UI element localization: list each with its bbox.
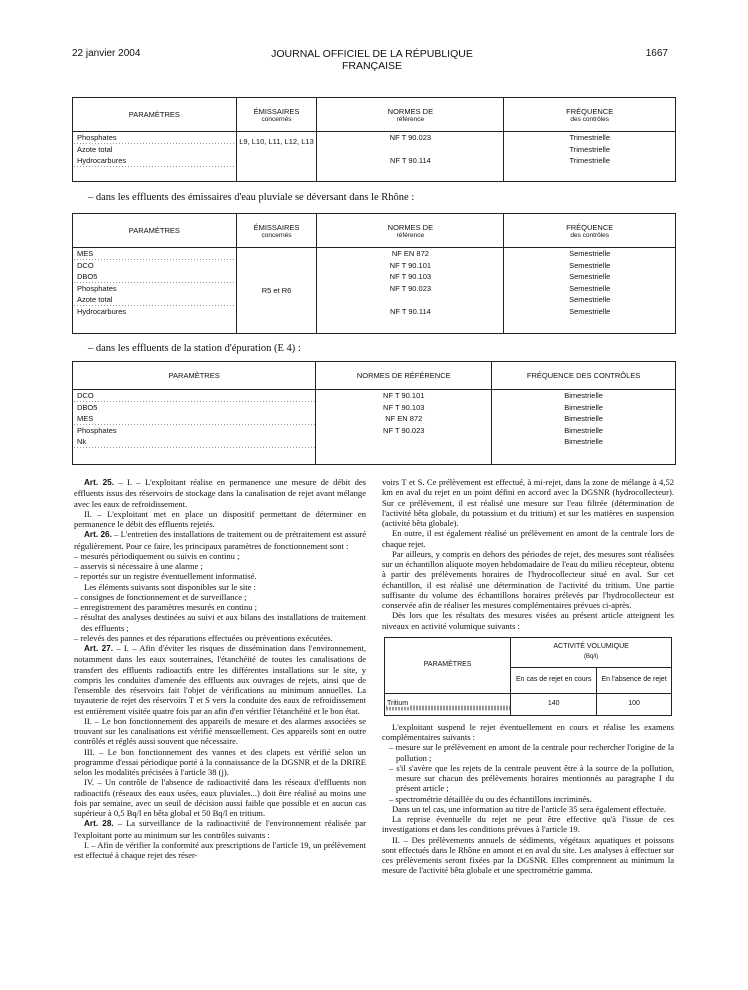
normes-list (317, 132, 504, 182)
col-header-rejet-en-cours: En cas de rejet en cours (511, 667, 597, 693)
list-item: Semestrielle (569, 272, 611, 281)
col-header-absence-rejet: En l'absence de rejet (597, 667, 672, 693)
list-item: NF EN 872 (391, 249, 429, 258)
list-item: Phosphates (73, 132, 236, 144)
header-title: JOURNAL OFFICIEL DE LA RÉPUBLIQUE FRANÇAISE (271, 48, 473, 72)
list-item: Azote total (73, 144, 236, 156)
paragraph: I. – Afin de vérifier la conformité aux prescriptions de l'article 19, un prélèvement est effectué à chaque rejet des réser- (74, 839, 366, 860)
list-item: NF T 90.101 (383, 391, 425, 400)
page-number: 1667 (645, 48, 668, 59)
list-item: NF T 90.114 (389, 156, 431, 165)
frequence-list (504, 248, 676, 334)
list-item: MES (73, 248, 236, 260)
table-cell: 100 (597, 693, 672, 715)
list-item: – mesurés périodiquement ou suivis en continu ; (74, 550, 240, 561)
list-item: NF EN 872 (385, 414, 423, 423)
list-item: Semestrielle (569, 249, 611, 258)
list-item: Semestrielle (569, 260, 611, 270)
frequence-list (504, 132, 676, 182)
param-list (73, 390, 316, 465)
activite-volumique-table (384, 637, 672, 716)
list-item: Semestrielle (569, 295, 611, 304)
page-header (72, 48, 668, 72)
list-item: – spectrométrie détaillée du ou des échantillons incriminés. (389, 793, 592, 804)
row-label: Tritium (385, 693, 511, 715)
list-item: NF T 90.101 (389, 260, 432, 270)
list-item: – consignes de fonctionnement et de surveillance ; (74, 591, 247, 602)
paragraph: Les éléments suivants sont disponibles sur le site : (84, 581, 256, 592)
paragraph: II. – Des prélèvements annuels de sédiments, végétaux aquatiques et poissons sont effectués dans le Rhône en amont et en aval du site. Les analyses à effectuer sur ces prélèvements seront fixées par la DGSNR. Elles comprennent au minimum la mesure de l'activité bêta globale et une spectrométrie gamma. (382, 834, 674, 876)
col-header-activite: ACTIVITÉ VOLUMIQUE (Bq/l) (511, 637, 672, 667)
list-item: Phosphates (73, 283, 236, 295)
list-item: NF T 90.114 (389, 306, 431, 316)
paragraph: IV. – Un contrôle de l'absence de radioactivité dans les réseaux d'effluents non radioactifs (réseaux des eaux usées, eaux pluviales...) doit être réalisé au moins une fois par semaine, avec un seuil de décision aussi faible que possible et en aucun cas supérieur à 0,5 Bq/l en bêta global et 50 Bq/l en tritium. (74, 777, 366, 818)
list-item: Trimestrielle (569, 144, 610, 154)
col-header-emissaires: ÉMISSAIRES concernés (236, 214, 317, 248)
col-header-frequence: FRÉQUENCE des contrôles (504, 98, 676, 132)
normes-list (316, 390, 492, 465)
normes-list (317, 248, 504, 334)
section-note: – dans les effluents de la station d'épuration (E 4) : (88, 343, 301, 354)
list-item: DCO (73, 260, 236, 272)
list-item: – s'il s'avère que les rejets de la centrale peuvent être à la source de la pollution, mesure sur chacun des prélèvements horaires mentionnés au paragraphe I du présent article ; (389, 762, 674, 794)
paragraph: Par ailleurs, y compris en dehors des périodes de rejet, des mesures sont réalisées sur un échantillon aliquote moyen hebdomadaire de l'eau du milieu récepteur, obtenu à partir des prélèvements horaires de l'hydrocollecteur situé en aval. Sur cet échantillon, il est réalisé une détermination de l'activité du tritium. Une partie suffisante du volume des échantillons horaires prélevés par l'hydrocollecteur est conservée afin de réaliser les mesures complémentaires prévues ci-après. (382, 548, 674, 610)
col-header-frequence: FRÉQUENCE des contrôles (504, 214, 676, 248)
list-item: NF T 90.023 (389, 133, 432, 142)
list-item: NF T 90.103 (389, 272, 432, 281)
col-header-frequence: FRÉQUENCE DES CONTRÔLES (492, 362, 676, 390)
list-item: Trimestrielle (569, 156, 610, 165)
paragraph: voirs T et S. Ce prélèvement est effectué, à mi-rejet, dans la zone de mélange à 4,52 km en aval du rejet en un point défini en accord avec la DGSNR (hydrocollecteur). Sur ce prélèvement, il est réalisé une mesure sur l'eau filtrée (détermination de l'activité bêta globale, du potassium et du tritium) et sur les matières en suspension (activité bêta globale). (382, 477, 674, 528)
header-date: 22 janvier 2004 (72, 48, 141, 59)
paragraph: II. – Le bon fonctionnement des appareils de mesure et des alarmes associées se trouvant sur les canalisations est vérifié mensuellement. Ces appareils sont en outre contrôlés et réglés aussi souvent que nécessaire. (74, 715, 366, 747)
frequence-list (492, 390, 676, 465)
article-label: Art. 25. (84, 478, 114, 487)
col-header-normes: NORMES DE référence (317, 214, 504, 248)
table-station-epuration (72, 361, 676, 465)
table-emissaires-r (72, 213, 676, 334)
table-cell: 140 (511, 693, 597, 715)
list-item: Phosphates (73, 425, 315, 437)
paragraph: Art. 28. – La surveillance de la radioactivité de l'environnement réalisée par l'exploitant porte au minimum sur les contrôles suivants : (74, 818, 366, 840)
paragraph: Dans un tel cas, une information au titre de l'article 35 sera également effectuée. (392, 803, 667, 814)
list-item: MES (73, 413, 315, 425)
text-column-left (74, 477, 366, 860)
list-item: Bimestrielle (564, 425, 603, 435)
paragraph: La reprise éventuelle du rejet ne peut être effective qu'à l'issue de ces investigations et dans les conditions prévues à l'article 19. (382, 814, 674, 835)
paragraph: En outre, il est également réalisé un prélèvement en amont de la centrale lors de chaque rejet. (382, 528, 674, 549)
list-item: – mesure sur le prélèvement en amont de la centrale pour rechercher l'origine de la pollution ; (389, 742, 674, 763)
param-list (73, 132, 237, 182)
list-item (316, 436, 491, 448)
list-item: Trimestrielle (569, 133, 610, 142)
list-item: NF T 90.023 (389, 283, 432, 293)
col-header-parametres: PARAMÈTRES (73, 214, 237, 248)
list-item: Semestrielle (569, 306, 611, 316)
emissaires-cell: R5 et R6 (236, 248, 317, 334)
list-item: – résultat des analyses destinées au suivi et aux bilans des installations de traitement des effluents ; (74, 612, 366, 633)
table-emissaires-l (72, 97, 676, 182)
list-item: Azote total (73, 294, 236, 306)
list-item: NF T 90.023 (383, 425, 425, 435)
paragraph: Art. 27. – I. – Afin d'éviter les risques de dissémination dans l'environnement, notamment dans les eaux souterraines, l'étanchéité de toutes les canalisations de transfert des effluents radioactifs entre les différentes installations sur le site, y compris les conduites d'amenée des effluents aux ouvrages de rejets, ainsi que de l'ensemble des réservoirs fait l'objet de vérifications au minimum annuelles. La tuyauterie de rejet des réservoirs T et S vers la conduite des eaux de refroidissement est entièrement visitée quatre fois par an afin d'en vérifier l'étanchéité et le bon état. (74, 643, 366, 716)
list-item: Hydrocarbures (73, 155, 236, 167)
list-item: DBO5 (73, 402, 315, 414)
text-column-right (382, 477, 674, 876)
list-item: DBO5 (73, 271, 236, 283)
paragraph: III. – Le bon fonctionnement des vannes et des clapets est vérifié selon un programme d'essai périodique porté à la connaissance de la DGSNR et de la DRIRE selon les modalités précisées à l'article 38 (j). (74, 746, 366, 777)
list-item: – relevés des pannes et des réparations effectuées ou préventions exécutées. (74, 632, 333, 643)
paragraph: Art. 25. – I. – L'exploitant réalise en permanence une mesure de débit des effluents issus des réservoirs de stockage dans la canalisation de rejet avant mélange avec les eaux de refroidissement. (74, 477, 366, 509)
list-item: – asservis si nécessaire à une alarme ; (74, 561, 203, 571)
col-header-parametres: PARAMÈTRES (73, 362, 316, 390)
col-header-emissaires: ÉMISSAIRES concernés (236, 98, 317, 132)
article-label: Art. 28. (84, 819, 114, 829)
list-item (317, 294, 503, 306)
list-item: Nk (73, 436, 315, 448)
section-note: – dans les effluents des émissaires d'eau pluviale se déversant dans le Rhône : (88, 192, 415, 203)
list-item: – enregistrement des paramètres mesurés en continu ; (74, 602, 257, 612)
emissaires-cell: L9, L10, L11, L12, L13 (236, 132, 317, 182)
paragraph: L'exploitant suspend le rejet éventuellement en cours et réalise les examens complémentaires suivants : (382, 721, 674, 742)
list-item (317, 144, 503, 156)
col-header-normes: NORMES DE RÉFÉRENCE (316, 362, 492, 390)
list-item: – reportés sur un registre éventuellement informatisé. (74, 571, 257, 582)
list-item: Bimestrielle (564, 414, 603, 423)
param-list (73, 248, 237, 334)
paragraph: Dès lors que les résultats des mesures visées au présent article atteignent les niveaux en activité volumique suivants : (382, 610, 674, 631)
paragraph: II. – L'exploitant met en place un dispositif permettant de déterminer en permanence le débit des effluents rejetés. (74, 508, 366, 529)
article-label: Art. 26. (84, 530, 112, 540)
list-item: DCO (73, 390, 315, 402)
list-item: Hydrocarbures (73, 306, 236, 318)
list-item: Semestrielle (569, 283, 611, 293)
col-header-parametres: PARAMÈTRES (385, 637, 511, 693)
list-item: Bimestrielle (564, 391, 603, 400)
list-item: Bimestrielle (564, 402, 603, 412)
col-header-parametres: PARAMÈTRES (73, 98, 237, 132)
article-label: Art. 27. (84, 644, 113, 653)
paragraph: Art. 26. – L'entretien des installations de traitement ou de prétraitement est assuré régulièrement. Pour ce faire, les principaux paramètres de fonctionnement sont : (74, 529, 366, 551)
list-item: Bimestrielle (564, 437, 603, 446)
col-header-normes: NORMES DE référence (317, 98, 504, 132)
list-item: NF T 90.103 (383, 402, 425, 412)
